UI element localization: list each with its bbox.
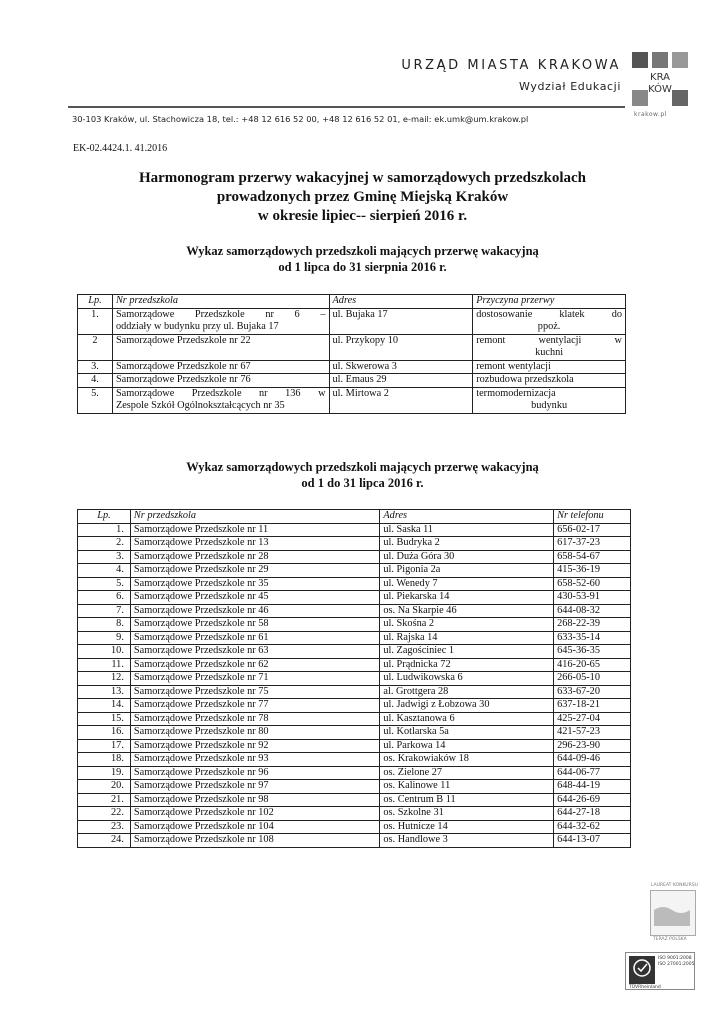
cell-adres: ul. Bujaka 17	[329, 308, 473, 334]
cell-nr: Samorządowe Przedszkole nr 28	[130, 550, 379, 564]
cell-adres: os. Szkolne 31	[380, 807, 554, 821]
section2-title	[60, 459, 665, 491]
cell-telefon: 644-32-62	[554, 820, 631, 834]
cell-telefon: 644-08-32	[554, 604, 631, 618]
cell-nr: Samorządowe Przedszkole nr 96	[130, 766, 379, 780]
section2-title-line-2: od 1 do 31 lipca 2016 r.	[301, 476, 424, 490]
title-line-3: w okresie lipiec-- sierpień 2016 r.	[257, 208, 468, 224]
cell-nr: Samorządowe Przedszkole nr 104	[130, 820, 379, 834]
table-row	[78, 672, 631, 686]
table-july-break	[77, 509, 631, 848]
cell-telefon: 633-67-20	[554, 685, 631, 699]
cell-adres: ul. Wenedy 7	[380, 577, 554, 591]
cell-nr: Samorządowe Przedszkole nr 97	[130, 780, 379, 794]
cell-adres: ul. Kotlarska 5a	[380, 726, 554, 740]
cell-nr: Samorządowe Przedszkole nr 58	[130, 618, 379, 632]
table-row	[78, 726, 631, 740]
cell-lp: 17.	[78, 739, 131, 753]
department-name: Wydział Edukacji	[519, 80, 621, 93]
table-row	[78, 591, 631, 605]
title-line-1: Harmonogram przerwy wakacyjnej w samorządowych przedszkolach	[138, 170, 586, 186]
cell-adres: os. Handlowe 3	[380, 834, 554, 848]
cell-lp: 5.	[78, 577, 131, 591]
logo-text-top: KRA	[650, 72, 670, 83]
cell-telefon: 617-37-23	[554, 537, 631, 551]
cell-telefon: 658-54-67	[554, 550, 631, 564]
table-row	[78, 308, 626, 334]
cell-przyczyna-line-1: termomodernizacja	[476, 387, 556, 399]
teraz-polska-emblem-icon	[654, 902, 690, 926]
table-row	[78, 550, 631, 564]
cell-nr	[112, 334, 329, 360]
tuv-label: TÜVRheinland	[629, 985, 661, 990]
table-row	[78, 537, 631, 551]
cell-nr	[112, 374, 329, 388]
cell-przyczyna-line-2: kuchni	[535, 347, 564, 358]
cell-adres: ul. Rajska 14	[380, 631, 554, 645]
cell-lp: 4.	[78, 374, 113, 388]
reference-number: EK-02.4424.1. 41.2016	[73, 143, 168, 154]
logo-url: krakow.pl	[634, 111, 667, 118]
cell-lp: 3.	[78, 550, 131, 564]
cell-adres: ul. Pigonia 2a	[380, 564, 554, 578]
cell-telefon: 266-05-10	[554, 672, 631, 686]
cell-przyczyna	[473, 334, 626, 360]
cell-telefon: 430-53-91	[554, 591, 631, 605]
laureat-label: LAUREAT KONKURSU	[651, 883, 698, 888]
cell-telefon: 644-27-18	[554, 807, 631, 821]
table-header-row	[78, 295, 626, 309]
cell-adres: os. Hutnicze 14	[380, 820, 554, 834]
cell-lp: 21.	[78, 793, 131, 807]
cell-przyczyna-line-1: dostosowanie klatek do	[476, 308, 622, 320]
table-row	[78, 739, 631, 753]
cell-lp: 7.	[78, 604, 131, 618]
cell-lp: 19.	[78, 766, 131, 780]
cell-nr-line-1: Samorządowe Przedszkole nr 6 –	[115, 308, 326, 320]
cell-lp: 9.	[78, 631, 131, 645]
cell-przyczyna	[473, 374, 626, 388]
cell-telefon: 644-26-69	[554, 793, 631, 807]
cell-przyczyna	[473, 387, 626, 413]
table-row	[78, 753, 631, 767]
cell-nr: Samorządowe Przedszkole nr 108	[130, 834, 379, 848]
cell-telefon: 416-20-65	[554, 658, 631, 672]
cell-lp: 6.	[78, 591, 131, 605]
table-row	[78, 699, 631, 713]
cell-lp: 23.	[78, 820, 131, 834]
header-przyczyna: Przyczyna przerwy	[473, 295, 626, 309]
cell-przyczyna	[473, 308, 626, 334]
cell-telefon: 644-13-07	[554, 834, 631, 848]
cell-nr	[112, 308, 329, 334]
cell-adres: os. Zielone 27	[380, 766, 554, 780]
cell-lp: 24.	[78, 834, 131, 848]
cell-lp: 20.	[78, 780, 131, 794]
cell-nr: Samorządowe Przedszkole nr 98	[130, 793, 379, 807]
cell-adres: al. Grottgera 28	[380, 685, 554, 699]
cell-nr	[112, 387, 329, 413]
cell-przyczyna	[473, 360, 626, 374]
cell-nr: Samorządowe Przedszkole nr 80	[130, 726, 379, 740]
cell-nr: Samorządowe Przedszkole nr 45	[130, 591, 379, 605]
cell-telefon: 644-09-46	[554, 753, 631, 767]
contact-line: 30-103 Kraków, ul. Stachowicza 18, tel.: +48 12 616 52 00, +48 12 616 52 01, e-mail: ek.umk@um.krakow.pl	[72, 114, 529, 124]
cell-nr: Samorządowe Przedszkole nr 13	[130, 537, 379, 551]
cell-adres: os. Kalinowe 11	[380, 780, 554, 794]
table-header-row	[78, 510, 631, 524]
cell-lp: 11.	[78, 658, 131, 672]
cell-nr: Samorządowe Przedszkole nr 46	[130, 604, 379, 618]
cell-lp: 1.	[78, 523, 131, 537]
header-lp: Lp.	[78, 510, 131, 524]
cell-telefon: 637-18-21	[554, 699, 631, 713]
table-row	[78, 374, 626, 388]
cell-nr: Samorządowe Przedszkole nr 62	[130, 658, 379, 672]
cell-adres: ul. Emaus 29	[329, 374, 473, 388]
table-row	[78, 712, 631, 726]
cell-nr: Samorządowe Przedszkole nr 35	[130, 577, 379, 591]
cell-adres: ul. Budryka 2	[380, 537, 554, 551]
table-row	[78, 807, 631, 821]
cell-telefon: 268-22-39	[554, 618, 631, 632]
krakow-logo	[630, 50, 690, 108]
cell-nr: Samorządowe Przedszkole nr 63	[130, 645, 379, 659]
cell-lp: 2.	[78, 537, 131, 551]
header-adres: Adres	[380, 510, 554, 524]
section1-title-line-1: Wykaz samorządowych przedszkoli mających przerwę wakacyjną	[186, 244, 539, 258]
cell-nr: Samorządowe Przedszkole nr 75	[130, 685, 379, 699]
table-row	[78, 523, 631, 537]
table-row	[78, 631, 631, 645]
cell-lp: 2	[78, 334, 113, 360]
cell-telefon: 656-02-17	[554, 523, 631, 537]
cell-adres: os. Na Skarpie 46	[380, 604, 554, 618]
cell-lp: 10.	[78, 645, 131, 659]
header-nr: Nr przedszkola	[112, 295, 329, 309]
table-row	[78, 618, 631, 632]
table-row	[78, 766, 631, 780]
cell-przyczyna-line-2: ppoż.	[537, 321, 561, 332]
cell-nr: Samorządowe Przedszkole nr 29	[130, 564, 379, 578]
header-telefon: Nr telefonu	[554, 510, 631, 524]
cell-lp: 16.	[78, 726, 131, 740]
header-divider	[68, 106, 625, 108]
table-row	[78, 780, 631, 794]
cell-nr: Samorządowe Przedszkole nr 93	[130, 753, 379, 767]
tuv-icon	[629, 956, 655, 984]
cell-telefon: 644-06-77	[554, 766, 631, 780]
cell-przyczyna-line-1: rozbudowa przedszkola	[476, 374, 574, 385]
header-lp: Lp.	[78, 295, 113, 309]
cell-nr: Samorządowe Przedszkole nr 92	[130, 739, 379, 753]
cell-telefon: 633-35-14	[554, 631, 631, 645]
cell-telefon: 296-23-90	[554, 739, 631, 753]
cell-nr: Samorządowe Przedszkole nr 77	[130, 699, 379, 713]
page-title	[60, 169, 665, 226]
table-row	[78, 658, 631, 672]
cell-nr: Samorządowe Przedszkole nr 11	[130, 523, 379, 537]
cell-adres: ul. Parkowa 14	[380, 739, 554, 753]
cell-nr: Samorządowe Przedszkole nr 102	[130, 807, 379, 821]
teraz-polska-label: TERAZ POLSKA	[653, 937, 687, 942]
table-row	[78, 820, 631, 834]
cell-adres: ul. Przykopy 10	[329, 334, 473, 360]
cell-nr-line-2: Zespole Szkół Ogólnokształcących nr 35	[115, 400, 285, 411]
cell-lp: 8.	[78, 618, 131, 632]
table-row	[78, 360, 626, 374]
cell-przyczyna-line-1: remont wentylacji	[476, 360, 551, 372]
cell-nr-line-1: Samorządowe Przedszkole nr 22	[115, 334, 251, 346]
table-row	[78, 334, 626, 360]
table-row	[78, 564, 631, 578]
table-summer-break	[77, 294, 626, 414]
cell-telefon: 658-52-60	[554, 577, 631, 591]
cell-adres: ul. Skośna 2	[380, 618, 554, 632]
cell-adres: os. Centrum B 11	[380, 793, 554, 807]
cell-lp: 13.	[78, 685, 131, 699]
section2-title-line-1: Wykaz samorządowych przedszkoli mających przerwę wakacyjną	[186, 460, 539, 474]
cell-nr: Samorządowe Przedszkole nr 61	[130, 631, 379, 645]
cell-lp: 12.	[78, 672, 131, 686]
cell-lp: 4.	[78, 564, 131, 578]
cell-adres: ul. Piekarska 14	[380, 591, 554, 605]
cell-nr	[112, 360, 329, 374]
cell-adres: ul. Prądnicka 72	[380, 658, 554, 672]
table-row	[78, 685, 631, 699]
cell-telefon: 648-44-19	[554, 780, 631, 794]
cell-przyczyna-line-2: budynku	[531, 400, 568, 411]
title-line-2: prowadzonych przez Gminę Miejską Kraków	[216, 189, 509, 205]
cell-adres: ul. Jadwigi z Łobzowa 30	[380, 699, 554, 713]
cell-telefon: 425-27-04	[554, 712, 631, 726]
cell-lp: 1.	[78, 308, 113, 334]
cell-lp: 14.	[78, 699, 131, 713]
cert-line-2: ISO 27001:2005	[658, 962, 695, 967]
cell-nr-line-1: Samorządowe Przedszkole nr 67	[115, 360, 251, 372]
header-nr: Nr przedszkola	[130, 510, 379, 524]
header-adres: Adres	[329, 295, 473, 309]
cell-adres: ul. Skwerowa 3	[329, 360, 473, 374]
cell-adres: ul. Kasztanowa 6	[380, 712, 554, 726]
cell-nr-line-2: oddziały w budynku przy ul. Bujaka 17	[115, 321, 279, 332]
cell-adres: os. Krakowiaków 18	[380, 753, 554, 767]
cell-telefon: 415-36-19	[554, 564, 631, 578]
table-row	[78, 645, 631, 659]
cell-adres: ul. Ludwikowska 6	[380, 672, 554, 686]
cell-przyczyna-line-1: remont wentylacji w	[476, 334, 622, 346]
cell-lp: 22.	[78, 807, 131, 821]
cell-lp: 3.	[78, 360, 113, 374]
section1-title	[60, 243, 665, 275]
table-row	[78, 604, 631, 618]
cell-lp: 18.	[78, 753, 131, 767]
cell-adres: ul. Zagościniec 1	[380, 645, 554, 659]
cell-nr-line-1: Samorządowe Przedszkole nr 76	[115, 374, 251, 385]
cell-lp: 15.	[78, 712, 131, 726]
table-row	[78, 577, 631, 591]
table-row	[78, 834, 631, 848]
cell-telefon: 645-36-35	[554, 645, 631, 659]
cell-adres: ul. Mirtowa 2	[329, 387, 473, 413]
logo-text-bottom: KÓW	[648, 84, 672, 95]
office-name: URZĄD MIASTA KRAKOWA	[401, 58, 621, 73]
cell-telefon: 421-57-23	[554, 726, 631, 740]
section1-title-line-2: od 1 lipca do 31 sierpnia 2016 r.	[278, 260, 447, 274]
table-row	[78, 387, 626, 413]
cell-nr: Samorządowe Przedszkole nr 78	[130, 712, 379, 726]
cell-lp: 5.	[78, 387, 113, 413]
cell-nr: Samorządowe Przedszkole nr 71	[130, 672, 379, 686]
cell-nr-line-1: Samorządowe Przedszkole nr 136 w	[115, 387, 326, 399]
table-row	[78, 793, 631, 807]
cell-adres: ul. Duża Góra 30	[380, 550, 554, 564]
cell-adres: ul. Saska 11	[380, 523, 554, 537]
cert-line-1: ISO 9001:2008	[658, 956, 692, 961]
